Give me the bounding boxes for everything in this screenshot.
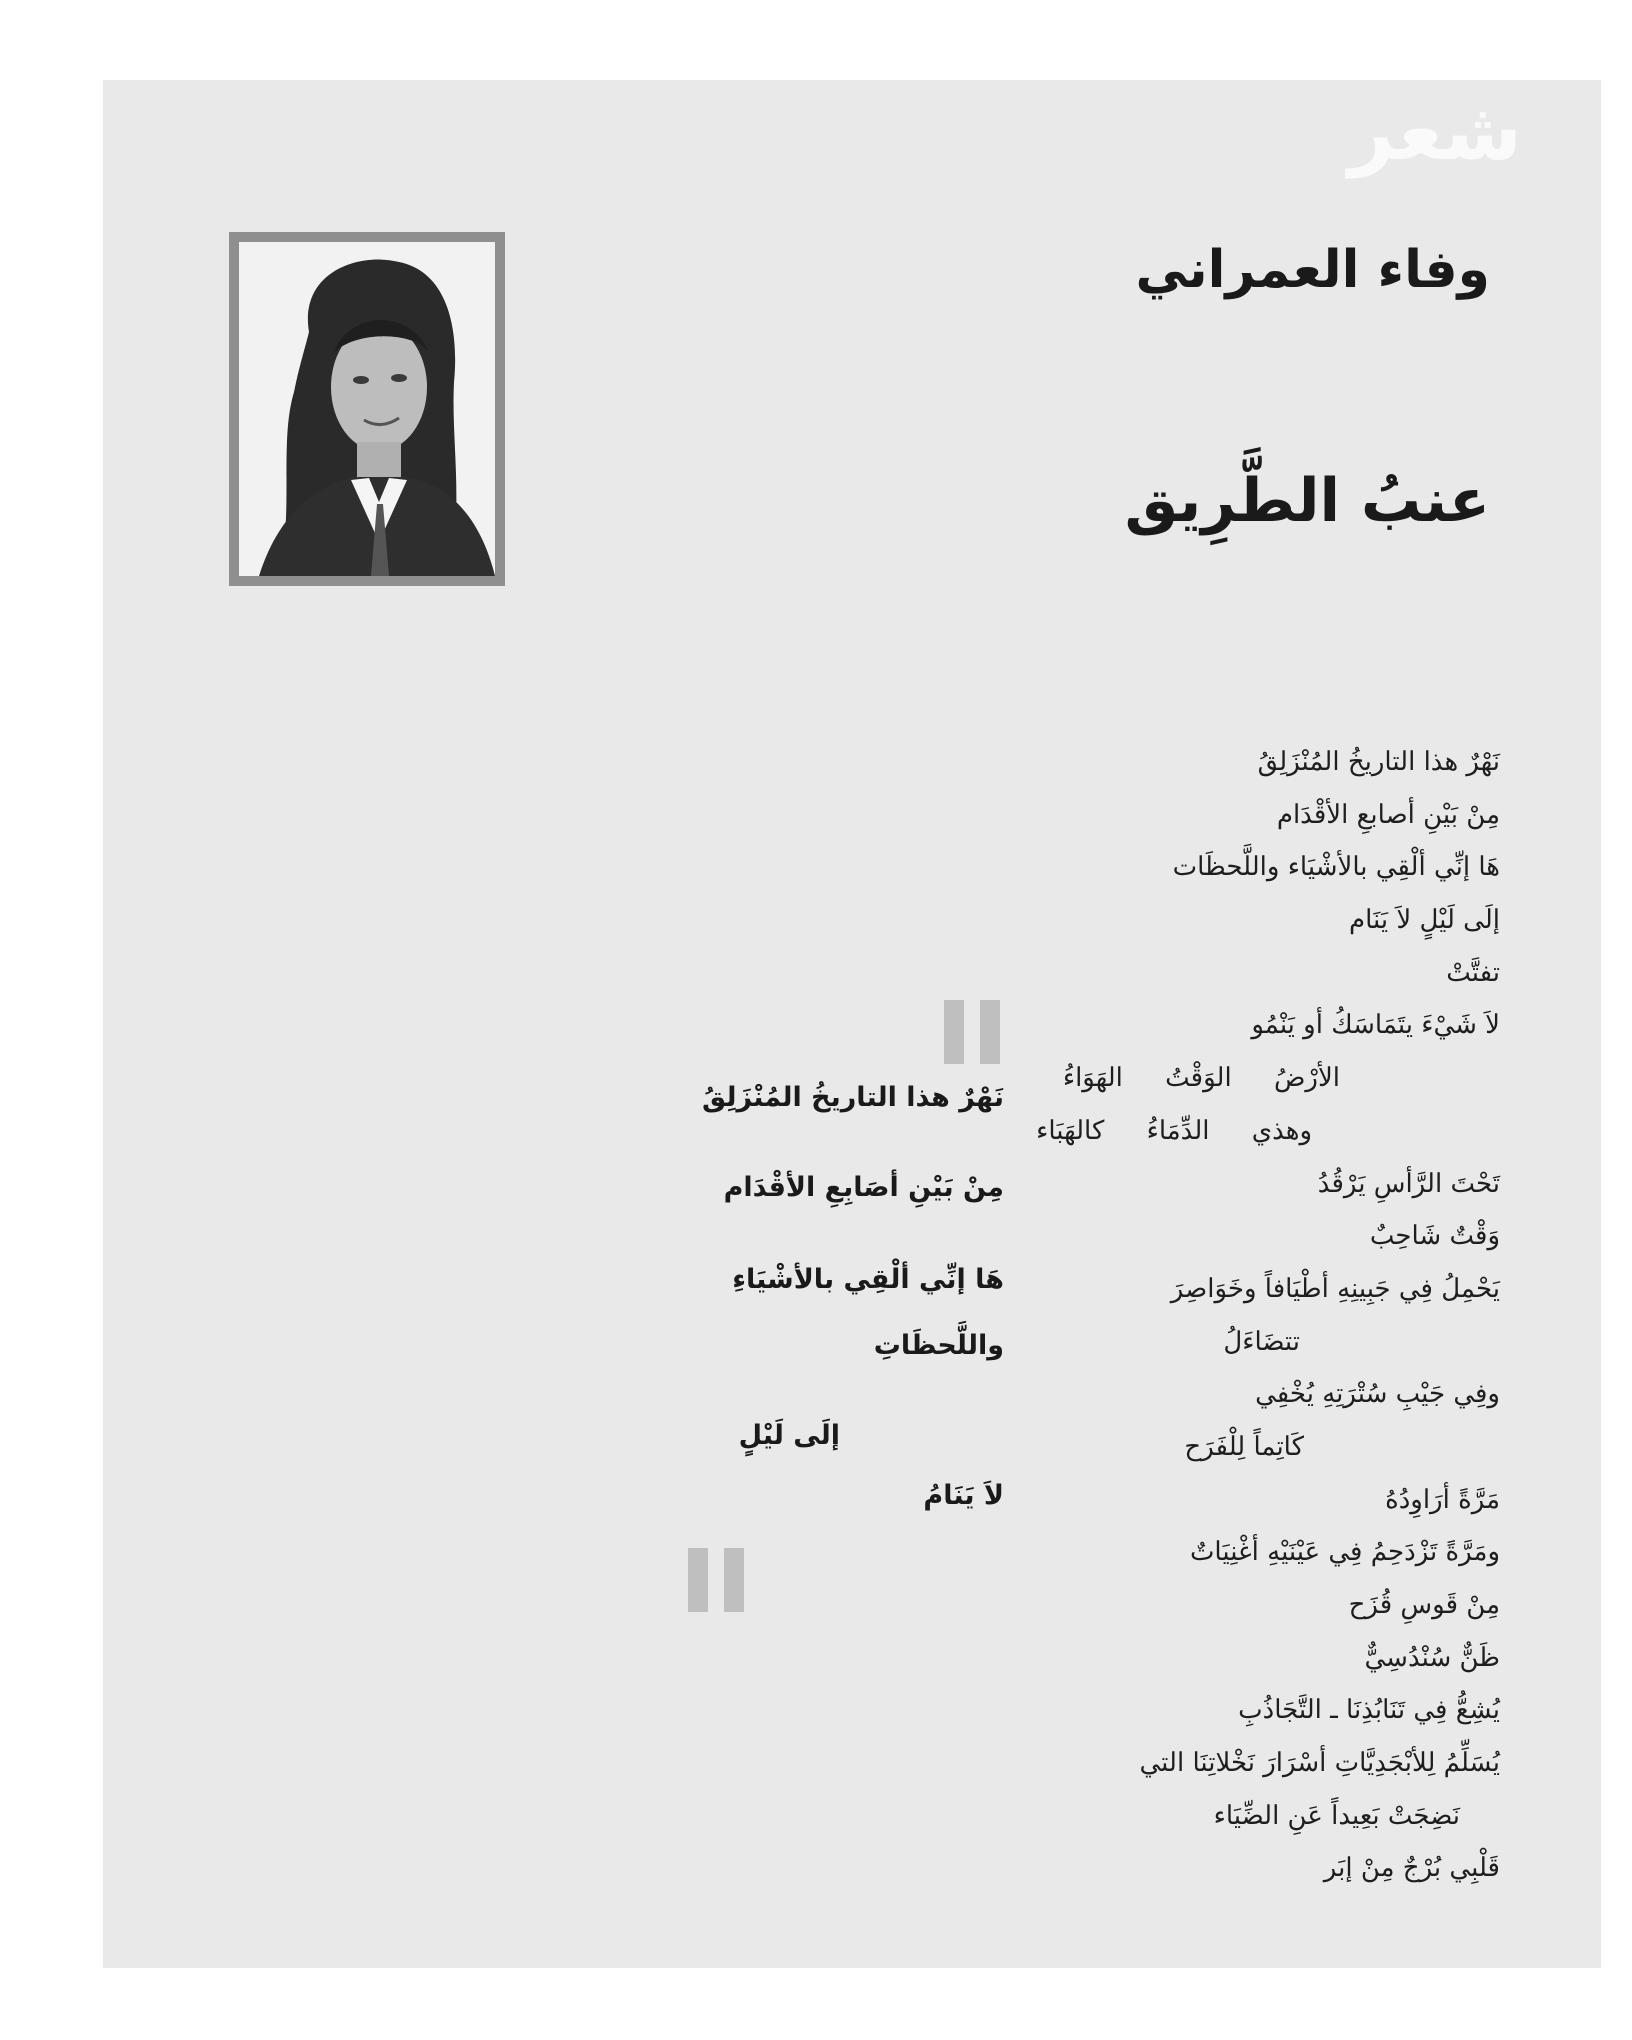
poem-line: إلَى لَيْلٍ لاَ يَنَام [1349,905,1500,936]
poem-word: كالهَبَاء [1036,1115,1105,1146]
quote-bar [944,1000,964,1064]
poem-line: يُشِعُّ فِي تَنَابُذِنَا ـ التَّجَاذُبِ [1238,1695,1500,1726]
pull-quote-line: واللَّحظَاتِ [873,1330,1004,1361]
poem-line: نَهْرٌ هذا التاريخُ المُنْزَلِقُ [1257,747,1500,777]
poem-line: قَلْبِي بُرْجٌ مِنْ إبَر [1323,1853,1500,1884]
quote-close-mark [688,1548,744,1612]
poem-line: لاَ شَيْءَ يتَمَاسَكُ أو يَنْمُو [1251,1010,1500,1041]
poem-word: الهَوَاءُ [1062,1063,1123,1094]
poem-line: مِنْ قَوسِ قُزَح [1348,1590,1500,1620]
quote-bar [688,1548,708,1612]
poem-line: مِنْ بَيْنِ أصابعِ الأقْدَام [1276,799,1500,830]
poem-line: كَاتِماً لِلْفَرَح [1184,1431,1304,1462]
poem-line: نَضِجَتْ بَعِيداً عَنِ الضِّيَاء [1213,1800,1460,1831]
quote-bar [980,1000,1000,1064]
author-name: وفاء العمراني [1135,240,1490,300]
poem-word: الدِّمَاءُ [1146,1115,1210,1146]
poem-body [900,736,1500,1895]
poem-word: وهذي [1251,1115,1312,1146]
pull-quote-line: مِنْ بَيْنِ أصَابِعِ الأقْدَام [723,1172,1004,1203]
poem-line: يَحْمِلُ فِي جَبِينِهِ أطْيَافاً وخَوَاصِرَ [1170,1273,1500,1304]
author-photo [229,232,505,586]
poem-line: ظَنٌّ سُنْدُسِيٌّ [1364,1642,1500,1673]
poem-line: هَا إنِّي ألْقِي بالأشْيَاء واللَّحظَات [1172,852,1500,883]
poem-line: يُسَلِّمُ لِلأبْجَدِيَّاتِ أسْرَارَ نَخْلاتِنَا التي [1139,1748,1500,1779]
pull-quote-line: هَا إنِّي ألْقِي بالأشْيَاءِ [732,1264,1004,1295]
quote-open-mark [944,1000,1000,1064]
poem-word: الأرْضُ [1273,1063,1340,1094]
pull-quote-line: لاَ يَنَامُ [923,1480,1004,1511]
poem-line: وفِي جَيْبِ سُتْرَتِهِ يُخْفِي [1255,1379,1500,1410]
section-label: شعر [1348,85,1522,178]
pull-quote-line: إلَى لَيْلٍ [738,1420,840,1451]
poem-line: تتضَاءَلُ [1223,1326,1300,1357]
poem-line: تفتَّتْ [1446,957,1500,988]
poem-line: مَرَّةً أرَاوِدُهُ [1385,1484,1500,1515]
poem-title: عنبُ الطَّرِيق [1124,466,1490,536]
portrait-image [239,242,495,576]
poem-line: تَحْتَ الرَّأسِ يَرْقُدُ [1317,1168,1500,1199]
poem-line: ومَرَّةً تَزْدَحِمُ فِي عَيْنَيْهِ أغْنِيَاتٌ [1189,1537,1500,1568]
poem-line: وَقْتٌ شَاحِبٌ [1369,1221,1500,1252]
pull-quote-line: نَهْرٌ هذا التاريخُ المُنْزَلِقُ [701,1082,1004,1113]
poem-word: الوَقْتُ [1165,1063,1232,1094]
quote-bar [724,1548,744,1612]
